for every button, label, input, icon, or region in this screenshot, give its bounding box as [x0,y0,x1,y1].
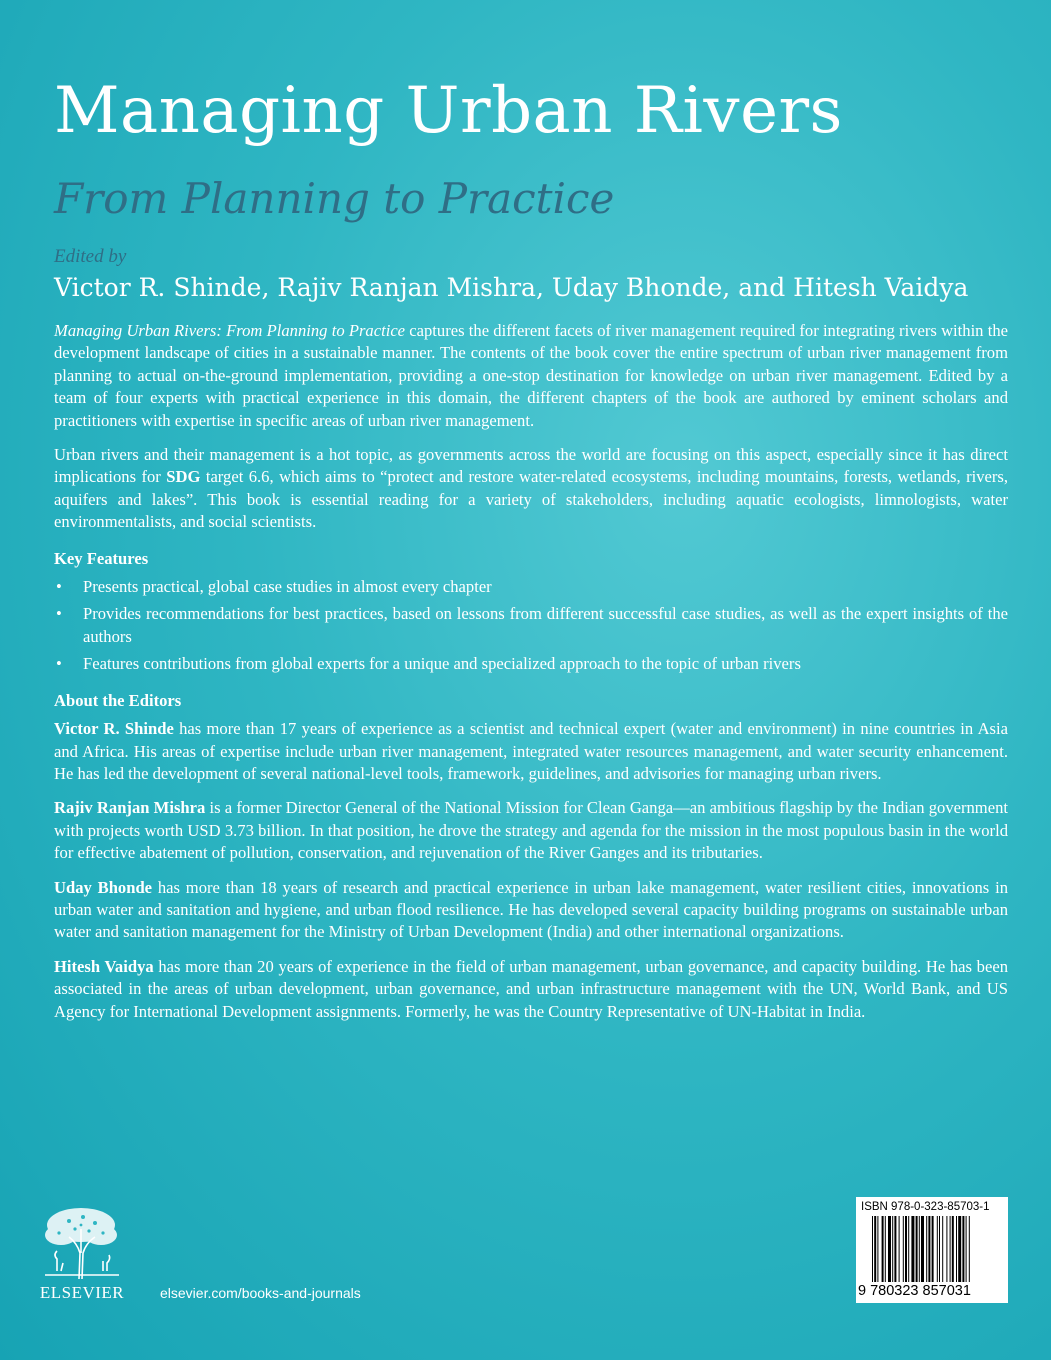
barcode-bar [928,1216,930,1282]
book-subtitle: From Planning to Practice [54,174,615,223]
editor-name: Rajiv Ranjan Mishra [54,798,206,818]
edited-by-label: Edited by [54,246,127,267]
barcode-bar [939,1216,940,1282]
editor-bio-text: has more than 20 years of experience in the field of urban management, urban governance, and capacity building. He has been associated in the areas of urban development, urban governance, and urban infrastructure management with the UN, World Bank, and US Agency for International Development assignments. Formerly, he was the Country Representative of UN-Habitat in India. [54,956,1008,1021]
editor-name: Uday Bhonde [54,877,153,897]
barcode-bar [894,1216,896,1282]
barcode-bar [950,1216,951,1282]
editor-name: Hitesh Vaidya [54,956,154,976]
key-features-heading: Key Features [54,548,149,568]
barcode-bar [872,1216,873,1282]
barcode-bar [905,1216,907,1282]
feature-text: Features contributions from global experts for a unique and specialized approach to the topic of urban rivers [83,654,801,674]
publisher-url[interactable]: elsevier.com/books-and-journals [160,1285,361,1301]
barcode-bar [926,1216,927,1282]
feature-text: Provides recommendations for best practices, based on lessons from different successful case studies, as well as the expert insights of the authors [83,604,1008,646]
barcode-bar [942,1216,943,1282]
key-features-list [54,576,1008,676]
barcode-bar [877,1216,878,1282]
barcode-bar [911,1216,914,1282]
editor-bio [54,797,1008,864]
barcode-bar [946,1216,947,1282]
barcode-bar [932,1216,934,1282]
description-text-2a: Urban rivers and their management is a hot topic, as governments across the world are focusing on this aspect, especially since it has direct implications for [54,445,1008,487]
publisher-logo [26,1205,138,1303]
barcode-bar [908,1216,909,1282]
barcode-bar [919,1216,920,1282]
editor-bio [54,718,1008,785]
list-item [54,653,1008,675]
barcode-bar [874,1216,876,1282]
publisher-name: ELSEVIER [39,1283,125,1302]
barcode-bar [958,1216,961,1282]
bullet-icon: • [56,577,62,597]
description-paragraph-1 [54,320,1008,432]
barcode-bar [966,1216,967,1282]
editor-bio-text: has more than 17 years of experience as a scientist and technical expert (water and environment) in nine countries in Asia and Africa. His areas of expertise include urban river management, integrated water resources management, and water security enhancement. He has led the development of several national-level tools, framework, guidelines, and advisories for managing urban rivers. [54,719,1008,783]
description-text-2b: target 6.6, which aims to “protect and restore water-related ecosystems, including mountains, forests, wetlands, rivers, aquifers and lakes”. This book is essential reading for a variety of stakeholders, including aquatic ecologists, limnologists, water environmentalists, and social scientists. [54,467,1008,532]
barcode-bar [916,1216,918,1282]
isbn-label: ISBN 978-0-323-85703-1 [861,1201,990,1213]
barcode [856,1197,1008,1303]
barcode-bar [969,1216,970,1282]
barcode-bar [899,1216,900,1282]
sdg-label: SDG [166,467,201,487]
barcode-bar [952,1216,954,1282]
list-item [54,576,1008,598]
barcode-bar [937,1216,938,1282]
barcode-bar [885,1216,886,1282]
feature-text: Presents practical, global case studies in almost every chapter [83,577,492,597]
book-title: Managing Urban Rivers [54,74,843,148]
editor-bio [54,877,1008,944]
bullet-icon: • [56,604,62,624]
about-editors-heading: About the Editors [54,690,182,710]
barcode-bar [903,1216,904,1282]
editor-name: Victor R. Shinde [54,719,174,739]
editor-bio [54,956,1008,1023]
barcode-bars-icon [872,1216,1004,1282]
editors-line: Victor R. Shinde, Rajiv Ranjan Mishra, Uday Bhonde, and Hitesh Vaidya [54,273,969,302]
barcode-bar [962,1216,964,1282]
description-text-1: captures the different facets of river management required for integrating rivers within the development landscape of cities in a sustainable manner. The contents of the book cover the entire spectrum of urban river management from planning to actual on-the-ground implementation, providing a one-stop destination for knowledge on urban river management. Edited by a team of four experts with practical experience in this domain, the different chapters of the book are authored by eminent scholars and practitioners with expertise in specific areas of urban river management. [54,321,1008,430]
barcode-bar [921,1216,924,1282]
barcode-bar [888,1216,891,1282]
editor-bio-text: is a former Director General of the National Mission for Clean Ganga—an ambitious flagship by the Indian government with projects worth USD 3.73 billion. In that position, he drove the strategy and agenda for the mission in the most populous basin in the world for effective abatement of pollution, conservation, and rejuvenation of the River Ganges and its tributaries. [54,798,1008,863]
editor-bio-text: has more than 18 years of research and practical experience in urban lake management, water resilient cities, innovations in urban water and sanitation and hygiene, and urban flood resilience. He has developed several capacity building programs on sustainable urban water and sanitation management for the Ministry of Urban Development (India) and other international organizations. [54,877,1008,942]
barcode-bar [956,1216,957,1282]
tree-icon [39,1205,125,1281]
barcode-bar [892,1216,893,1282]
bullet-icon: • [56,654,62,674]
barcode-digits: 9 780323 857031 [858,1283,971,1299]
barcode-bar [882,1216,884,1282]
list-item [54,603,1008,648]
back-cover-text [54,320,1008,1035]
description-paragraph-2 [54,444,1008,534]
book-title-italic: Managing Urban Rivers: From Planning to Practice [54,321,406,340]
